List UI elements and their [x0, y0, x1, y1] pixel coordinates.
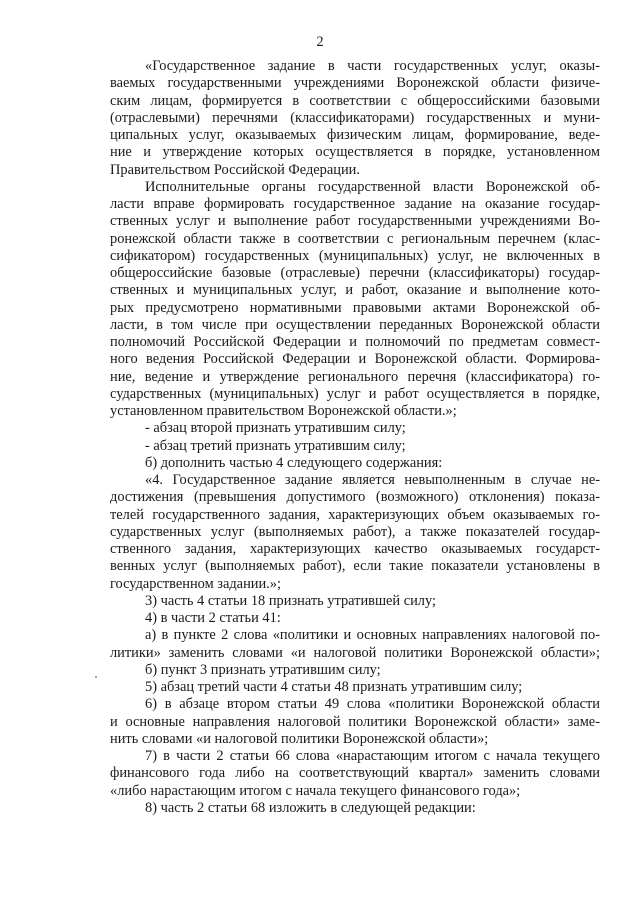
text-line: сификатором) государственных (муниципальных) услуг, не включенных в — [110, 247, 600, 264]
text-line: ственных услуг и выполнение работ государственными учреждениями Во- — [110, 213, 600, 230]
text-line: установленном правительством Воронежской области.»; — [110, 403, 457, 419]
text-line: «Государственное задание в части государственных услуг, оказы- — [145, 58, 600, 74]
text-line: 8) часть 2 статьи 68 изложить в следующей редакции: — [145, 799, 476, 816]
text-line: общероссийские базовые (отраслевые) перечни (классификаторы) государ- — [110, 265, 600, 281]
text-line: ласти вправе формировать государственное задание на оказание государ- — [110, 196, 600, 212]
text-line: а) в пункте 2 слова «политики и основных направлениях налоговой по- — [145, 627, 600, 644]
text-line: 3) часть 4 статьи 18 признать утратившей силу; — [145, 592, 436, 609]
text-line: ваемых государственными учреждениями Воронежской области физиче- — [110, 75, 600, 92]
text-line: 4) в части 2 статьи 41: — [145, 610, 281, 626]
page-number: 2 — [316, 34, 324, 50]
text-line: «либо нарастающим итогом с начала текущего финансового года»; — [110, 782, 521, 799]
text-line: Правительством Российской Федерации. — [110, 161, 360, 178]
text-line: венных услуг (выполняемых работ), если такие показатели установлены в — [110, 558, 600, 575]
text-line: государственном задании.»; — [110, 575, 281, 592]
text-line: полномочий Российской Федерации и полномочий по предметам совмест- — [110, 334, 600, 350]
text-line: ние, ведение и утверждение регионального перечня (классификатора) го- — [110, 368, 600, 385]
text-line: нить словами «и налоговой политики Воронежской области»; — [110, 730, 489, 747]
text-line: 7) в части 2 статьи 66 слова «нарастающим итогом с начала текущего — [145, 748, 600, 764]
text-line: литики» заменить словами «и налоговой политики Воронежской области»; — [110, 644, 600, 661]
text-line: б) пункт 3 признать утратившим силу; — [145, 661, 381, 678]
text-line: рых предусмотрено нормативными правовыми актами Воронежской об- — [110, 299, 600, 316]
text-line: - абзац второй признать утратившим силу; — [145, 420, 406, 437]
document-body — [110, 58, 600, 817]
text-line: ние и утверждение которых осуществляется в порядке, установленном — [110, 144, 600, 161]
text-line: ственного задания, характеризующих качество оказываемых государст- — [110, 541, 600, 557]
text-line: б) дополнить частью 4 следующего содержания: — [145, 454, 443, 471]
text-line: - абзац третий признать утратившим силу; — [145, 437, 406, 454]
text-line: достижения (превышения допустимого (возможного) отклонения) показа- — [110, 489, 600, 506]
text-line: (отраслевыми) перечнями (классификаторами) государственных и муни- — [110, 109, 600, 126]
text-line: ципальных услуг, оказываемых физическим лицам, формирование, веде- — [110, 127, 600, 143]
text-line: финансового года либо на соответствующий квартал» заменить словами — [110, 765, 600, 782]
text-line: 5) абзац третий части 4 статьи 48 признать утратившим силу; — [145, 679, 523, 695]
text-line: ронежской области также в соответствии с региональным перечнем (клас- — [110, 230, 600, 247]
text-line: 6) в абзаце втором статьи 49 слова «политики Воронежской области — [145, 696, 600, 713]
text-line: «4. Государственное задание является невыполненным в случае не- — [145, 472, 600, 488]
text-line: ственных и муниципальных услуг, и работ, оказание и выполнение кото- — [110, 282, 600, 299]
text-line: сударственных (муниципальных) услуг и работ осуществляется в порядке, — [110, 385, 600, 402]
text-line: ским лицам, формируется в соответствии с общероссийскими базовыми — [110, 92, 600, 109]
text-line: ного ведения Российской Федерации и Воронежской области. Формирова- — [110, 351, 600, 368]
text-line: телей государственного задания, характеризующих объем оказываемых го- — [110, 506, 600, 523]
scan-speck — [95, 676, 97, 678]
text-line: Исполнительные органы государственной власти Воронежской об- — [145, 178, 600, 195]
text-line: сударственных услуг (выполняемых работ), а также показателей государ- — [110, 523, 600, 540]
text-line: и основные направления налоговой политики Воронежской области» заме- — [110, 713, 600, 730]
text-line: ласти, в том числе при осуществлении переданных Воронежской области — [110, 316, 600, 333]
